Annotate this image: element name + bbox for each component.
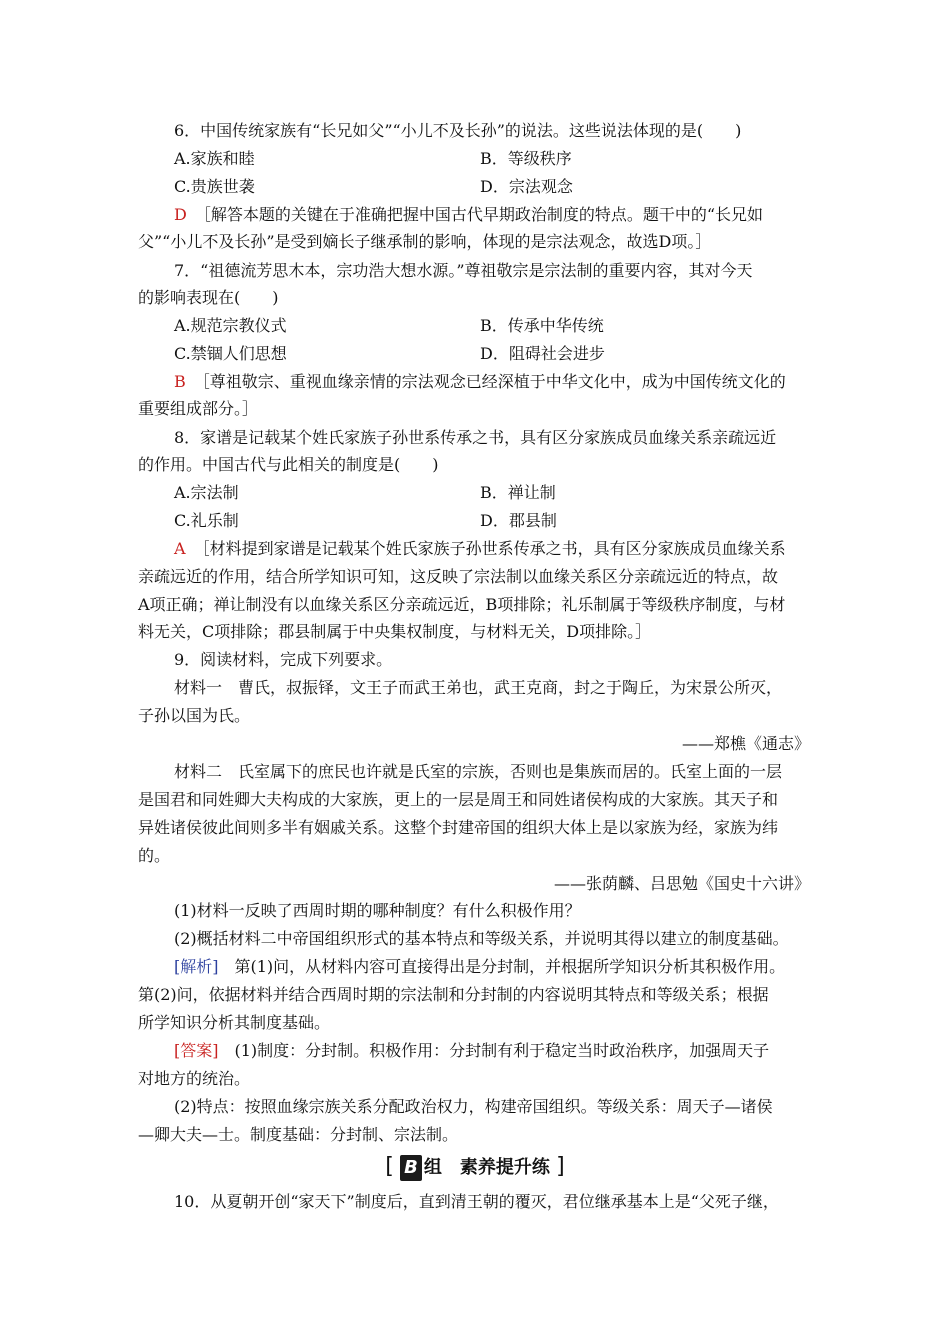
analysis-tag: [解析] <box>174 957 219 976</box>
q7-option-a: A.规范宗教仪式 <box>174 316 287 335</box>
q9-answer-part-2-cont: —卿大夫—士。制度基础：分封制、宗法制。 <box>138 1125 459 1144</box>
right-bracket: ] <box>556 1154 565 1179</box>
q9-analysis-line: [解析] 第(1)问，从材料内容可直接得出是分封制，并根据所学知识分析其积极作用。 <box>174 957 786 976</box>
section-b-title: 组 素养提升练 <box>423 1157 550 1178</box>
section-b-header <box>0 1154 950 1181</box>
q9-answer-cont: 对地方的统治。 <box>138 1069 251 1088</box>
q7-option-b: B．传承中华传统 <box>480 316 604 335</box>
q6-explanation-line: D ［解答本题的关键在于准确把握中国古代早期政治制度的特点。题干中的“长兄如 <box>174 205 764 224</box>
q7-stem: 7．“祖德流芳思木本，宗功浩大想水源。”尊祖敬宗是宗法制的重要内容，其对今天 <box>174 261 753 280</box>
q8-explanation-cont: 亲疏远近的作用，结合所学知识可知，这反映了宗法制以血缘关系区分亲疏远近的特点，故 <box>138 567 779 586</box>
q9-material-2-source: ——张荫麟、吕思勉《国史十六讲》 <box>553 874 810 893</box>
q9-stem: 9．阅读材料，完成下列要求。 <box>174 650 393 669</box>
q6-option-b: B．等级秩序 <box>480 149 572 168</box>
q9-material-2-cont: 是国君和同姓卿大夫构成的大家族，更上的一层是周王和同姓诸侯构成的大家族。其天子和 <box>138 790 779 809</box>
q9-material-1-source: ——郑樵《通志》 <box>681 734 810 753</box>
q9-analysis-cont: 第(2)问，依据材料并结合西周时期的宗法制和分封制的内容说明其特点和等级关系；根据 <box>138 985 769 1004</box>
q6-explanation-cont: 父”“小儿不及长孙”是受到嫡长子继承制的影响，体现的是宗法观念，故选D项。］ <box>138 232 712 251</box>
q9-analysis-cont: 所学知识分析其制度基础。 <box>138 1013 331 1032</box>
q10-stem: 10．从夏朝开创“家天下”制度后，直到清王朝的覆灭，君位继承基本上是“父死子继， <box>174 1192 779 1211</box>
q7-option-c: C.禁锢人们思想 <box>174 344 287 363</box>
q8-option-a: A.宗法制 <box>174 483 239 502</box>
q9-material-1-cont: 子孙以国为氏。 <box>138 706 251 725</box>
q8-stem: 8．家谱是记载某个姓氏家族子孙世系传承之书，具有区分家族成员血缘关系亲疏远近 <box>174 428 777 447</box>
q8-option-c: C.礼乐制 <box>174 511 239 530</box>
q7-answer: B <box>174 372 186 391</box>
q8-stem-cont: 的作用。中国古代与此相关的制度是( ) <box>138 455 439 474</box>
q9-ask-1: (1)材料一反映了西周时期的哪种制度？有什么积极作用？ <box>174 901 581 920</box>
q8-explanation-cont: A项正确；禅让制没有以血缘关系区分亲疏远近，B项排除；礼乐制属于等级秩序制度，与材 <box>138 595 786 614</box>
q7-option-d: D．阻碍社会进步 <box>480 344 605 363</box>
q9-ask-2: (2)概括材料二中帝国组织形式的基本特点和等级关系，并说明其得以建立的制度基础。 <box>174 929 789 948</box>
q7-explanation-line: B ［尊祖敬宗、重视血缘亲情的宗法观念已经深植于中华文化中，成为中国传统文化的 <box>174 372 786 391</box>
q8-answer: A <box>174 539 186 558</box>
q9-answer-part-2: (2)特点：按照血缘宗族关系分配政治权力，构建帝国组织。等级关系：周天子—诸侯 <box>174 1097 773 1116</box>
q7-explanation-cont: 重要组成部分。］ <box>138 399 259 418</box>
q6-answer: D <box>174 205 187 224</box>
section-b-badge: B <box>400 1155 422 1181</box>
answer-tag: [答案] <box>174 1041 219 1060</box>
q8-option-b: B．禅让制 <box>480 483 556 502</box>
q9-material-2-cont: 异姓诸侯彼此间则多半有姻戚关系。这整个封建帝国的组织大体上是以家族为经，家族为纬 <box>138 818 779 837</box>
left-bracket: [ <box>385 1154 394 1179</box>
q6-option-d: D．宗法观念 <box>480 177 573 196</box>
q7-stem-cont: 的影响表现在( ) <box>138 288 279 307</box>
q9-answer-line: [答案] (1)制度：分封制。积极作用：分封制有利于稳定当时政治秩序，加强周天子 <box>174 1041 770 1060</box>
q6-option-c: C.贵族世袭 <box>174 177 255 196</box>
q9-material-1: 材料一 曹氏，叔振铎，文王子而武王弟也，武王克商，封之于陶丘，为宋景公所灭， <box>174 678 783 697</box>
q6-option-a: A.家族和睦 <box>174 149 255 168</box>
q8-option-d: D．郡县制 <box>480 511 557 530</box>
q6-stem: 6．中国传统家族有“长兄如父”“小儿不及长孙”的说法。这些说法体现的是( ) <box>174 121 742 140</box>
q8-explanation-line: A ［材料提到家谱是记载某个姓氏家族子孙世系传承之书，具有区分家族成员血缘关系 <box>174 539 786 558</box>
q9-material-2: 材料二 氏室属下的庶民也许就是氏室的宗族，否则也是集族而居的。氏室上面的一层 <box>174 762 783 781</box>
q8-explanation-cont: 料无关，C项排除；郡县制属于中央集权制度，与材料无关，D项排除。］ <box>138 622 652 641</box>
q9-material-2-cont: 的。 <box>138 846 171 865</box>
